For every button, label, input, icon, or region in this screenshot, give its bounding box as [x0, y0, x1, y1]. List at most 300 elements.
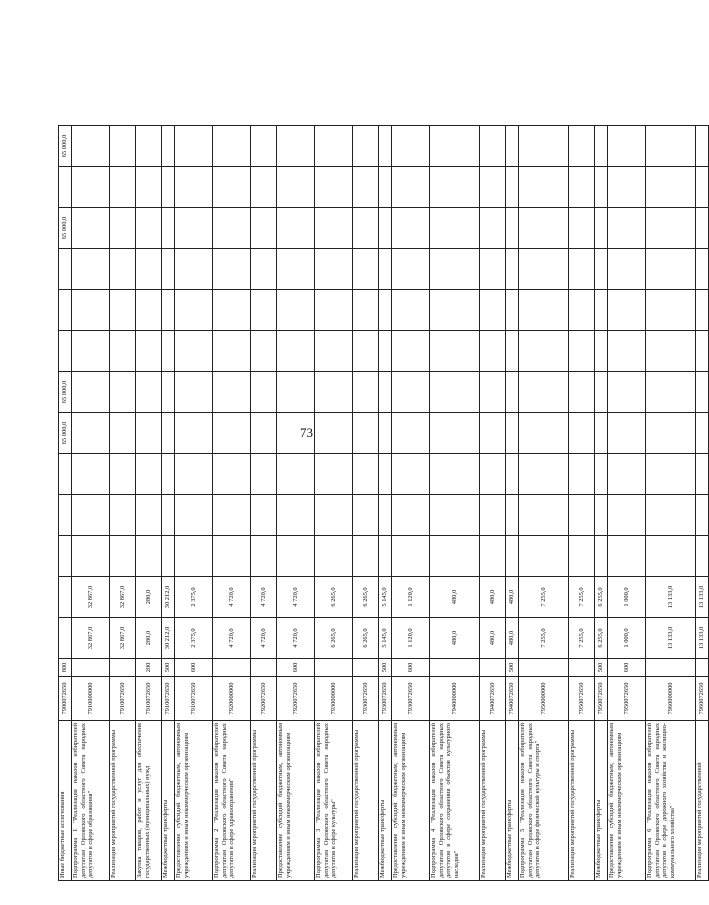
row-value-cell: 480,0 — [480, 618, 506, 659]
row-value-cell: 4 720,0 — [251, 577, 277, 618]
row-value-cell — [175, 126, 213, 167]
row-value-cell — [519, 413, 569, 454]
row-value-cell: 6 265,0 — [315, 618, 353, 659]
table-row — [353, 126, 379, 881]
row-value-cell — [646, 249, 696, 290]
row-value-cell — [595, 495, 608, 536]
row-value-cell — [646, 290, 696, 331]
row-value-cell — [315, 290, 353, 331]
table-row — [59, 126, 72, 881]
row-value-cell: 6 255,0 — [595, 577, 608, 618]
row-value-cell — [608, 290, 646, 331]
row-value-cell: 65 000,0 — [59, 126, 72, 167]
row-value-cell — [506, 536, 519, 577]
row-value-cell — [277, 249, 315, 290]
row-value-cell — [251, 208, 277, 249]
row-value-cell — [175, 495, 213, 536]
row-value-cell — [162, 290, 175, 331]
row-value-cell — [430, 126, 480, 167]
row-value-cell — [277, 331, 315, 372]
row-value-cell — [277, 454, 315, 495]
row-name-cell: Подпрограмма 5 "Реализация наказов избирателей депутатам Орловского областного Совета народных депутатов в сфере физической культуры и спорта" — [519, 721, 569, 881]
row-vr-cell — [696, 659, 709, 677]
row-vr-cell: 600 — [392, 659, 430, 677]
row-value-cell — [569, 536, 595, 577]
budget-table-rotated — [58, 134, 706, 881]
row-value-cell — [506, 208, 519, 249]
row-value-cell — [72, 413, 110, 454]
row-value-cell — [175, 208, 213, 249]
row-value-cell — [277, 208, 315, 249]
row-value-cell — [251, 454, 277, 495]
row-value-cell — [136, 495, 162, 536]
row-value-cell — [392, 249, 430, 290]
row-name-cell: Межбюджетные трансферты — [506, 721, 519, 881]
row-value-cell — [213, 495, 251, 536]
budget-table — [58, 125, 709, 881]
row-value-cell — [213, 249, 251, 290]
row-value-cell: 1 000,0 — [608, 618, 646, 659]
row-value-cell — [277, 126, 315, 167]
row-value-cell — [72, 372, 110, 413]
row-value-cell — [506, 126, 519, 167]
row-value-cell — [72, 208, 110, 249]
table-row — [213, 126, 251, 881]
row-vr-cell — [519, 659, 569, 677]
row-value-cell — [519, 454, 569, 495]
row-name-cell: Реализация мероприятий государственной программы — [569, 721, 595, 881]
row-value-cell — [595, 454, 608, 495]
table-row — [315, 126, 353, 881]
row-value-cell — [110, 454, 136, 495]
row-value-cell — [162, 249, 175, 290]
row-value-cell — [608, 249, 646, 290]
row-value-cell — [569, 454, 595, 495]
row-value-cell: 65 000,0 — [59, 208, 72, 249]
row-vr-cell — [251, 659, 277, 677]
row-name-cell: Предоставление субсидий бюджетным, автономным учреждениям и иным некоммерческим организациям — [277, 721, 315, 881]
row-value-cell — [353, 331, 379, 372]
table-row — [110, 126, 136, 881]
row-name-cell: Закупка товаров, работ и услуг для обеспечения государственных (муниципальных) нужд — [136, 721, 162, 881]
row-value-cell — [595, 126, 608, 167]
row-value-cell — [519, 126, 569, 167]
row-value-cell — [110, 331, 136, 372]
row-value-cell — [506, 167, 519, 208]
table-row — [506, 126, 519, 881]
row-value-cell — [519, 208, 569, 249]
row-code-cell: 7950072650 — [608, 677, 646, 721]
row-value-cell — [519, 495, 569, 536]
row-value-cell — [519, 536, 569, 577]
row-value-cell — [696, 372, 709, 413]
row-value-cell — [136, 126, 162, 167]
row-value-cell — [251, 331, 277, 372]
row-value-cell — [315, 536, 353, 577]
row-vr-cell — [213, 659, 251, 677]
row-vr-cell — [569, 659, 595, 677]
row-value-cell: 13 133,0 — [696, 618, 709, 659]
row-value-cell — [136, 413, 162, 454]
row-value-cell — [595, 331, 608, 372]
row-value-cell — [646, 495, 696, 536]
row-value-cell — [430, 372, 480, 413]
row-value-cell — [379, 536, 392, 577]
row-value-cell — [480, 167, 506, 208]
row-value-cell — [315, 372, 353, 413]
row-value-cell — [353, 454, 379, 495]
row-value-cell — [162, 454, 175, 495]
row-value-cell — [506, 372, 519, 413]
row-value-cell — [110, 413, 136, 454]
row-value-cell — [162, 372, 175, 413]
row-value-cell: 4 720,0 — [213, 618, 251, 659]
row-value-cell: 280,0 — [136, 577, 162, 618]
row-value-cell — [392, 208, 430, 249]
row-code-cell: 7960000000 — [646, 677, 696, 721]
row-value-cell — [430, 167, 480, 208]
row-value-cell — [646, 372, 696, 413]
row-value-cell — [213, 536, 251, 577]
row-vr-cell: 800 — [59, 659, 72, 677]
row-value-cell — [480, 413, 506, 454]
row-value-cell — [251, 126, 277, 167]
row-value-cell — [162, 536, 175, 577]
table-row — [392, 126, 430, 881]
row-value-cell: 30 212,0 — [162, 618, 175, 659]
row-value-cell — [646, 454, 696, 495]
row-value-cell: 1 120,0 — [392, 577, 430, 618]
row-value-cell — [430, 536, 480, 577]
row-value-cell — [59, 331, 72, 372]
row-value-cell — [506, 331, 519, 372]
row-value-cell — [569, 208, 595, 249]
row-value-cell — [392, 495, 430, 536]
row-value-cell — [353, 249, 379, 290]
row-value-cell — [315, 331, 353, 372]
row-value-cell — [392, 413, 430, 454]
row-value-cell — [251, 167, 277, 208]
row-value-cell: 32 867,0 — [72, 577, 110, 618]
row-value-cell — [136, 290, 162, 331]
row-value-cell — [213, 454, 251, 495]
row-value-cell — [110, 208, 136, 249]
row-value-cell — [480, 454, 506, 495]
row-value-cell — [595, 167, 608, 208]
table-row — [251, 126, 277, 881]
table-row — [72, 126, 110, 881]
row-value-cell: 32 867,0 — [110, 618, 136, 659]
row-value-cell: 7 255,0 — [519, 577, 569, 618]
table-row — [379, 126, 392, 881]
row-name-cell: Подпрограмма 6 "Реализация наказов избирателей депутатам Орловского областного Совета народных депутатов в сфере дорожного хозяйства и жилищно-коммунального хозяйства" — [646, 721, 696, 881]
row-value-cell — [519, 331, 569, 372]
row-value-cell — [608, 167, 646, 208]
row-vr-cell — [353, 659, 379, 677]
row-value-cell — [251, 290, 277, 331]
table-row — [595, 126, 608, 881]
row-vr-cell: 500 — [162, 659, 175, 677]
row-value-cell: 480,0 — [506, 577, 519, 618]
row-value-cell — [608, 126, 646, 167]
row-value-cell — [110, 290, 136, 331]
row-value-cell — [72, 290, 110, 331]
row-value-cell — [251, 372, 277, 413]
row-value-cell — [646, 208, 696, 249]
table-row — [480, 126, 506, 881]
row-value-cell: 13 133,0 — [646, 577, 696, 618]
row-value-cell: 480,0 — [430, 618, 480, 659]
row-value-cell — [430, 208, 480, 249]
row-value-cell — [136, 454, 162, 495]
row-value-cell — [175, 454, 213, 495]
row-value-cell — [277, 495, 315, 536]
row-value-cell — [175, 167, 213, 208]
row-value-cell: 5 145,0 — [379, 618, 392, 659]
row-value-cell — [569, 249, 595, 290]
row-name-cell: Реализация мероприятий государственной программы — [480, 721, 506, 881]
row-name-cell: Предоставление субсидий бюджетным, автономным учреждениям и иным некоммерческим организациям — [608, 721, 646, 881]
row-value-cell — [595, 372, 608, 413]
row-value-cell: 4 720,0 — [251, 618, 277, 659]
row-value-cell — [646, 126, 696, 167]
row-value-cell — [213, 413, 251, 454]
row-value-cell — [110, 167, 136, 208]
row-value-cell — [379, 249, 392, 290]
row-name-cell: Реализация мероприятий государственной программы — [251, 721, 277, 881]
row-value-cell — [646, 413, 696, 454]
table-row — [519, 126, 569, 881]
row-value-cell — [315, 495, 353, 536]
row-value-cell — [519, 290, 569, 331]
row-value-cell — [608, 413, 646, 454]
row-value-cell — [392, 126, 430, 167]
row-value-cell — [72, 495, 110, 536]
table-row — [136, 126, 162, 881]
row-code-cell: 7950072650 — [595, 677, 608, 721]
row-value-cell — [59, 290, 72, 331]
row-vr-cell: 600 — [277, 659, 315, 677]
row-value-cell — [608, 454, 646, 495]
row-name-cell: Межбюджетные трансферты — [162, 721, 175, 881]
row-value-cell: 480,0 — [506, 618, 519, 659]
row-value-cell — [379, 413, 392, 454]
row-value-cell — [392, 454, 430, 495]
row-value-cell — [506, 249, 519, 290]
row-value-cell — [162, 331, 175, 372]
row-code-cell: 7940072650 — [480, 677, 506, 721]
row-value-cell: 1 120,0 — [392, 618, 430, 659]
row-value-cell — [430, 290, 480, 331]
row-value-cell — [59, 495, 72, 536]
row-value-cell — [696, 536, 709, 577]
row-value-cell — [595, 536, 608, 577]
row-value-cell — [72, 331, 110, 372]
row-value-cell — [213, 372, 251, 413]
row-value-cell — [379, 372, 392, 413]
row-value-cell — [251, 249, 277, 290]
row-value-cell — [392, 290, 430, 331]
row-value-cell — [251, 536, 277, 577]
row-value-cell — [277, 413, 315, 454]
row-code-cell: 7930072650 — [379, 677, 392, 721]
row-value-cell — [315, 208, 353, 249]
page-number: 73 — [300, 425, 313, 440]
row-value-cell — [353, 126, 379, 167]
row-value-cell — [430, 495, 480, 536]
row-value-cell — [277, 290, 315, 331]
row-value-cell — [213, 208, 251, 249]
row-value-cell — [696, 249, 709, 290]
row-code-cell: 7950000000 — [519, 677, 569, 721]
row-value-cell — [110, 126, 136, 167]
row-value-cell — [506, 454, 519, 495]
row-value-cell — [315, 167, 353, 208]
row-value-cell: 2 375,0 — [175, 618, 213, 659]
row-name-cell: Межбюджетные трансферты — [379, 721, 392, 881]
row-code-cell: 7910072650 — [162, 677, 175, 721]
row-value-cell — [696, 290, 709, 331]
row-value-cell — [379, 290, 392, 331]
row-value-cell: 2 375,0 — [175, 577, 213, 618]
row-value-cell — [480, 249, 506, 290]
row-value-cell — [480, 331, 506, 372]
row-value-cell: 6 265,0 — [353, 618, 379, 659]
row-value-cell — [480, 536, 506, 577]
row-value-cell — [696, 454, 709, 495]
row-value-cell: 32 867,0 — [110, 577, 136, 618]
row-value-cell — [569, 413, 595, 454]
row-value-cell — [72, 454, 110, 495]
row-value-cell: 4 720,0 — [277, 577, 315, 618]
row-value-cell — [213, 331, 251, 372]
row-value-cell — [569, 290, 595, 331]
row-value-cell: 1 000,0 — [608, 577, 646, 618]
row-value-cell — [519, 249, 569, 290]
row-value-cell: 6 255,0 — [595, 618, 608, 659]
row-value-cell — [646, 167, 696, 208]
row-value-cell — [59, 577, 72, 618]
row-vr-cell — [430, 659, 480, 677]
row-value-cell — [696, 208, 709, 249]
row-code-cell: 7920000000 — [213, 677, 251, 721]
row-name-cell: Реализация мероприятий государственной программы — [110, 721, 136, 881]
row-value-cell — [696, 126, 709, 167]
row-code-cell: 7920072650 — [251, 677, 277, 721]
row-value-cell — [110, 372, 136, 413]
row-value-cell — [353, 372, 379, 413]
row-name-cell: Подпрограмма 1 "Реализация наказов избирателей депутатам Орловского областного Совета народных депутатов в сфере образования" — [72, 721, 110, 881]
row-value-cell — [430, 454, 480, 495]
row-value-cell — [696, 167, 709, 208]
row-value-cell — [59, 536, 72, 577]
row-value-cell — [251, 495, 277, 536]
row-value-cell: 6 265,0 — [353, 577, 379, 618]
row-value-cell — [480, 372, 506, 413]
row-value-cell — [213, 290, 251, 331]
row-code-cell: 7930000000 — [315, 677, 353, 721]
row-value-cell — [72, 249, 110, 290]
row-code-cell: 7910072650 — [110, 677, 136, 721]
row-value-cell — [392, 372, 430, 413]
row-value-cell: 280,0 — [136, 618, 162, 659]
row-vr-cell: 500 — [379, 659, 392, 677]
row-value-cell — [646, 536, 696, 577]
table-row — [175, 126, 213, 881]
row-value-cell — [136, 372, 162, 413]
row-value-cell: 4 720,0 — [277, 618, 315, 659]
row-vr-cell: 600 — [175, 659, 213, 677]
row-value-cell — [608, 372, 646, 413]
row-value-cell — [379, 167, 392, 208]
row-vr-cell — [315, 659, 353, 677]
row-value-cell — [136, 208, 162, 249]
row-value-cell — [480, 290, 506, 331]
table-row — [608, 126, 646, 881]
row-value-cell — [315, 413, 353, 454]
table-row — [646, 126, 696, 881]
row-value-cell — [353, 208, 379, 249]
row-value-cell — [136, 536, 162, 577]
row-value-cell — [430, 331, 480, 372]
row-value-cell — [110, 495, 136, 536]
row-value-cell: 7 255,0 — [569, 577, 595, 618]
row-value-cell — [506, 290, 519, 331]
row-code-cell: 7940072650 — [506, 677, 519, 721]
row-value-cell: 65 000,0 — [59, 413, 72, 454]
row-value-cell: 480,0 — [480, 577, 506, 618]
row-value-cell — [213, 167, 251, 208]
row-code-cell: 7960072650 — [696, 677, 709, 721]
row-value-cell — [430, 249, 480, 290]
row-code-cell: 7930072650 — [353, 677, 379, 721]
row-value-cell — [608, 331, 646, 372]
row-value-cell — [595, 249, 608, 290]
row-code-cell: 7930072650 — [392, 677, 430, 721]
row-name-cell: Реализация мероприятий государственной — [696, 721, 709, 881]
row-value-cell — [608, 536, 646, 577]
row-name-cell: Предоставление субсидий бюджетным, автономным учреждениям и иным некоммерческим организациям — [175, 721, 213, 881]
row-code-cell: 7950072650 — [569, 677, 595, 721]
row-value-cell — [353, 495, 379, 536]
row-value-cell: 7 255,0 — [569, 618, 595, 659]
row-value-cell — [696, 495, 709, 536]
table-row — [162, 126, 175, 881]
row-value-cell: 6 265,0 — [315, 577, 353, 618]
row-value-cell — [569, 167, 595, 208]
row-value-cell — [213, 126, 251, 167]
row-value-cell: 65 000,0 — [59, 372, 72, 413]
row-value-cell — [162, 413, 175, 454]
row-value-cell: 13 133,0 — [696, 577, 709, 618]
row-value-cell — [175, 290, 213, 331]
row-value-cell — [59, 454, 72, 495]
row-value-cell — [353, 413, 379, 454]
row-value-cell — [519, 372, 569, 413]
row-name-cell: Предоставление субсидий бюджетным, автономным учреждениям и иным некоммерческим организациям — [392, 721, 430, 881]
row-value-cell — [162, 208, 175, 249]
row-value-cell — [277, 536, 315, 577]
row-value-cell — [136, 167, 162, 208]
row-value-cell — [353, 167, 379, 208]
row-code-cell: 7910072650 — [136, 677, 162, 721]
row-value-cell: 4 720,0 — [213, 577, 251, 618]
row-value-cell — [569, 331, 595, 372]
row-value-cell — [696, 413, 709, 454]
row-value-cell — [277, 167, 315, 208]
row-value-cell — [392, 167, 430, 208]
row-value-cell — [379, 126, 392, 167]
